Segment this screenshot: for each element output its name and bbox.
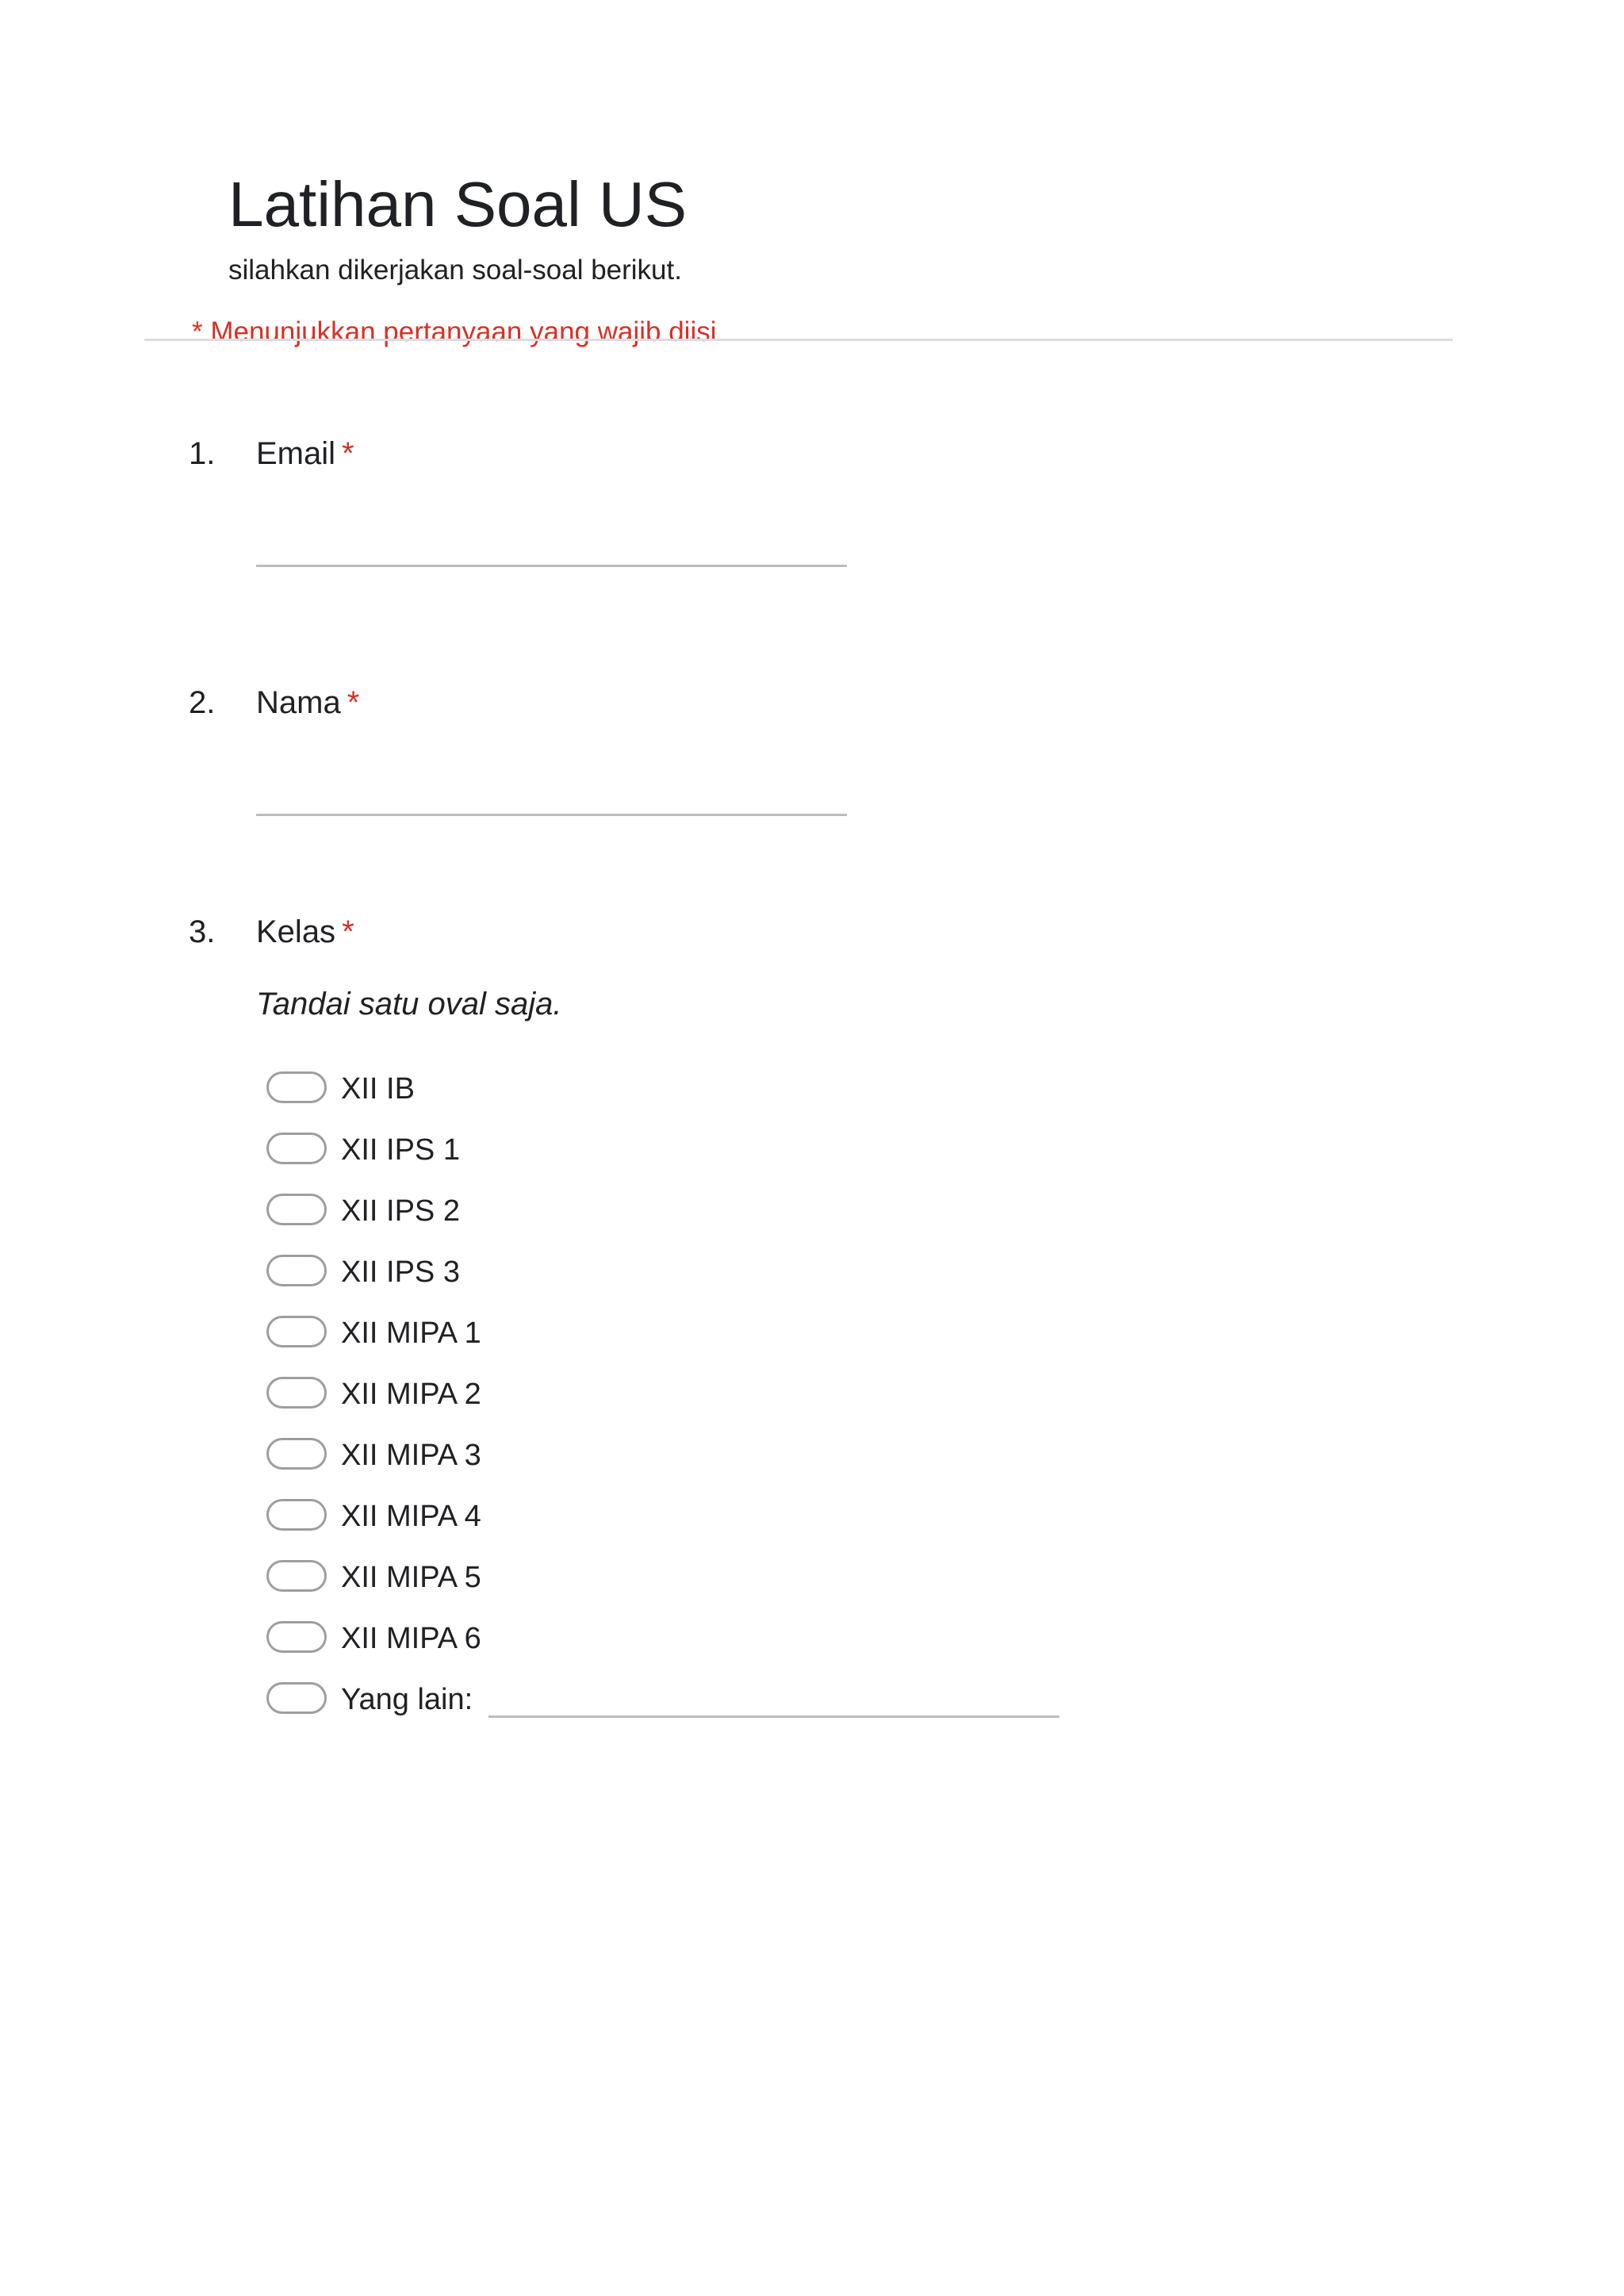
- question-header: [189, 430, 1537, 477]
- option-xii-mipa-6[interactable]: [266, 1619, 1218, 1659]
- option-label: XII MIPA 5: [341, 1561, 481, 1594]
- header-divider: [144, 339, 1453, 341]
- option-label: XII MIPA 2: [341, 1378, 481, 1411]
- option-xii-ib[interactable]: [266, 1070, 1218, 1110]
- radio-oval[interactable]: [266, 1499, 327, 1531]
- required-mark: *: [342, 914, 354, 949]
- option-xii-mipa-5[interactable]: [266, 1558, 1218, 1598]
- question-title: [256, 908, 354, 956]
- radio-oval[interactable]: [266, 1560, 327, 1592]
- option-label: XII IPS 2: [341, 1194, 460, 1228]
- question-title-text: Nama: [256, 685, 341, 720]
- form-title: Latihan Soal US: [228, 169, 688, 240]
- radio-oval[interactable]: [266, 1682, 327, 1714]
- option-xii-mipa-3[interactable]: [266, 1436, 1218, 1476]
- form-description: silahkan dikerjakan soal-soal berikut.: [228, 255, 682, 286]
- option-label: XII MIPA 1: [341, 1317, 481, 1350]
- question-hint: Tandai satu oval saja.: [256, 987, 562, 1022]
- question-kelas: [189, 908, 1537, 1780]
- email-answer-field[interactable]: [256, 565, 847, 567]
- option-label: XII MIPA 4: [341, 1500, 481, 1533]
- question-header: [189, 679, 1537, 726]
- question-number: 1.: [189, 436, 216, 471]
- question-nama: [189, 679, 1537, 726]
- option-yang-lain[interactable]: [266, 1681, 1218, 1720]
- option-xii-mipa-4[interactable]: [266, 1497, 1218, 1537]
- required-mark: *: [342, 436, 354, 471]
- option-label: XII IB: [341, 1072, 415, 1106]
- option-label: XII MIPA 3: [341, 1439, 481, 1472]
- radio-oval[interactable]: [266, 1377, 327, 1409]
- other-answer-field[interactable]: [488, 1715, 1059, 1718]
- nama-answer-field[interactable]: [256, 814, 847, 816]
- radio-oval[interactable]: [266, 1255, 327, 1286]
- question-title: [256, 430, 354, 477]
- question-title: [256, 679, 359, 726]
- option-xii-ips-3[interactable]: [266, 1253, 1218, 1293]
- option-label: XII MIPA 6: [341, 1622, 481, 1655]
- option-label: XII IPS 3: [341, 1255, 460, 1289]
- question-title-text: Kelas: [256, 914, 336, 949]
- option-label: Yang lain:: [341, 1683, 473, 1716]
- option-xii-ips-2[interactable]: [266, 1192, 1218, 1232]
- radio-oval[interactable]: [266, 1071, 327, 1103]
- option-xii-ips-1[interactable]: [266, 1131, 1218, 1171]
- radio-oval[interactable]: [266, 1316, 327, 1347]
- question-email: [189, 430, 1537, 477]
- question-title-text: Email: [256, 436, 336, 471]
- option-xii-mipa-2[interactable]: [266, 1375, 1218, 1415]
- radio-oval[interactable]: [266, 1133, 327, 1164]
- radio-oval[interactable]: [266, 1438, 327, 1470]
- required-mark: *: [347, 685, 360, 720]
- question-number: 2.: [189, 685, 216, 720]
- radio-oval[interactable]: [266, 1194, 327, 1225]
- option-xii-mipa-1[interactable]: [266, 1314, 1218, 1354]
- question-header: [189, 908, 1537, 956]
- radio-oval[interactable]: [266, 1621, 327, 1653]
- option-label: XII IPS 1: [341, 1133, 460, 1167]
- required-note: * Menunjukkan pertanyaan yang wajib diisi: [192, 316, 717, 347]
- question-number: 3.: [189, 914, 216, 949]
